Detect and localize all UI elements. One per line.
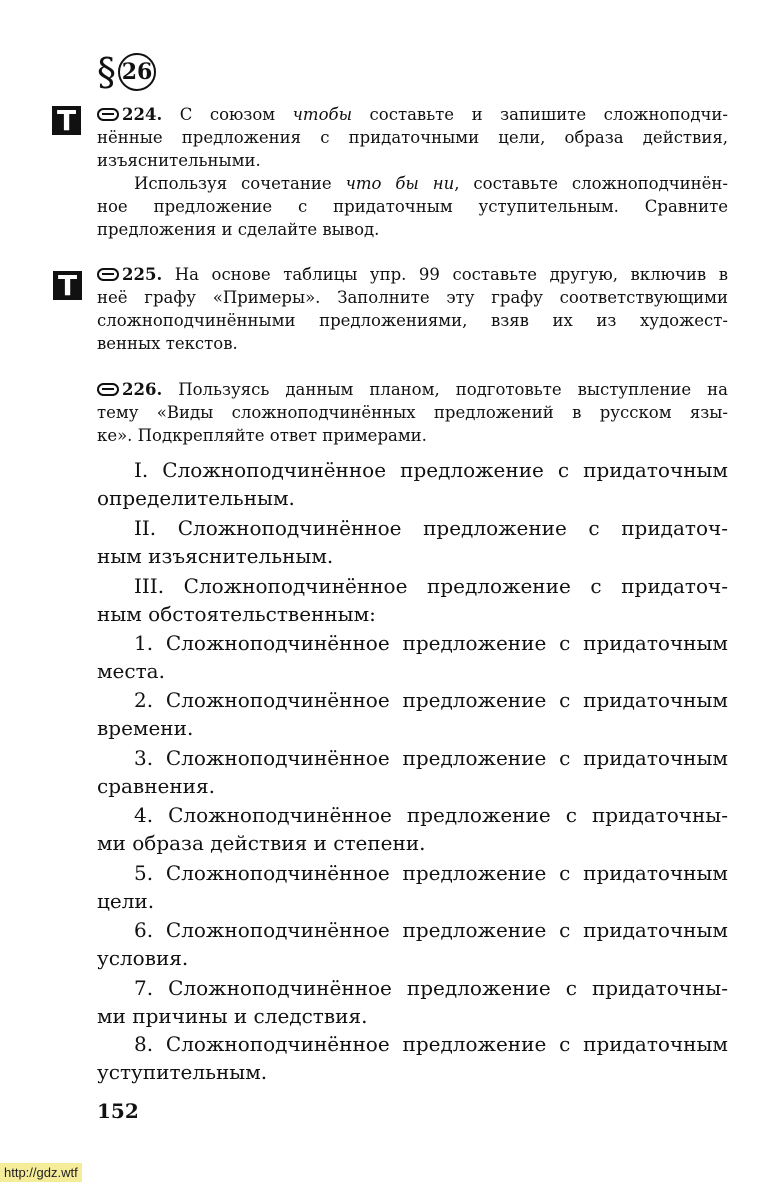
text-line: 3. Сложноподчинённое предложение с придаточным	[134, 746, 728, 770]
text-line: II. Сложноподчинённое предложение с придаточ-	[134, 516, 728, 540]
exercise-226	[97, 378, 728, 447]
text-line: 1. Сложноподчинённое предложение с придаточным	[134, 631, 728, 655]
plan-item	[97, 916, 728, 972]
exercise-number: 225.	[122, 265, 163, 284]
text-line: условия.	[97, 946, 189, 970]
plan-item	[97, 629, 728, 685]
plan-item	[97, 514, 728, 570]
exercise-number: 226.	[122, 380, 163, 399]
text-line: нённые предложения с придаточными цели, образа действия,	[97, 128, 728, 147]
text-line	[97, 172, 728, 195]
text: Используя сочетание	[134, 174, 346, 193]
text-line: 2. Сложноподчинённое предложение с придаточным	[134, 688, 728, 712]
section-symbol: §	[97, 50, 116, 94]
text-line	[97, 378, 728, 401]
text-line: уступительным.	[97, 1060, 268, 1084]
text-line: 5. Сложноподчинённое предложение с придаточным	[134, 861, 728, 885]
text: составьте и запишите сложноподчи-	[352, 105, 728, 124]
text-line	[97, 103, 728, 126]
text: Пользуясь данным планом, подготовьте выступление на	[178, 380, 728, 399]
text-line: 8. Сложноподчинённое предложение с придаточным	[134, 1032, 728, 1056]
text-line: предложения и сделайте вывод.	[97, 220, 380, 239]
text-line: определительным.	[97, 486, 295, 510]
plan-item	[97, 974, 728, 1030]
footer-link[interactable]: http://gdz.wtf	[0, 1163, 82, 1182]
plan-item	[97, 456, 728, 512]
t-marker-icon: Т	[53, 271, 82, 300]
section-number: 26	[118, 53, 156, 91]
text-line: ми образа действия и степени.	[97, 831, 426, 855]
text-line: ми причины и следствия.	[97, 1004, 368, 1028]
text-line: места.	[97, 659, 165, 683]
italic-text: чтобы	[292, 105, 353, 124]
plan-item	[97, 744, 728, 800]
pencil-write-icon	[97, 268, 119, 281]
exercise-225	[97, 263, 728, 355]
text-line: венных текстов.	[97, 334, 238, 353]
plan-item	[97, 859, 728, 915]
plan-item	[97, 801, 728, 857]
page-number: 152	[97, 1099, 139, 1123]
text: С союзом	[179, 105, 293, 124]
text-line: цели.	[97, 889, 155, 913]
plan-item	[97, 686, 728, 742]
section-heading	[97, 52, 156, 92]
text-line: ным изъяснительным.	[97, 544, 334, 568]
text-line: времени.	[97, 716, 194, 740]
text-line: тему «Виды сложноподчинённых предложений в русском язы-	[97, 403, 728, 422]
text-line	[97, 263, 728, 286]
text: На основе таблицы упр. 99 составьте другую, включив в	[174, 265, 728, 284]
text-line: изъяснительными.	[97, 151, 261, 170]
text-line: ке». Подкрепляйте ответ примерами.	[97, 426, 427, 445]
text-line: сложноподчинёнными предложениями, взяв их из художест-	[97, 311, 728, 330]
text: , составьте сложноподчинён-	[454, 174, 728, 193]
text-line: 7. Сложноподчинённое предложение с придаточны-	[134, 976, 728, 1000]
text-line: сравнения.	[97, 774, 215, 798]
exercise-number: 224.	[122, 105, 163, 124]
text-line: ным обстоятельственным:	[97, 602, 376, 626]
plan-item	[97, 1030, 728, 1086]
t-marker-icon: Т	[52, 106, 81, 135]
text-line: неё графу «Примеры». Заполните эту графу соответствующими	[97, 288, 728, 307]
italic-text: что бы ни	[345, 174, 455, 193]
text-line: 6. Сложноподчинённое предложение с придаточным	[134, 918, 728, 942]
plan-item	[97, 572, 728, 628]
pencil-write-icon	[97, 108, 119, 121]
text-line: 4. Сложноподчинённое предложение с придаточны-	[134, 803, 728, 827]
text-line: ное предложение с придаточным уступительным. Сравните	[97, 197, 728, 216]
text-line: I. Сложноподчинённое предложение с придаточным	[134, 458, 728, 482]
pencil-write-icon	[97, 383, 119, 396]
text-line: III. Сложноподчинённое предложение с придаточ-	[134, 574, 728, 598]
exercise-224	[97, 103, 728, 241]
